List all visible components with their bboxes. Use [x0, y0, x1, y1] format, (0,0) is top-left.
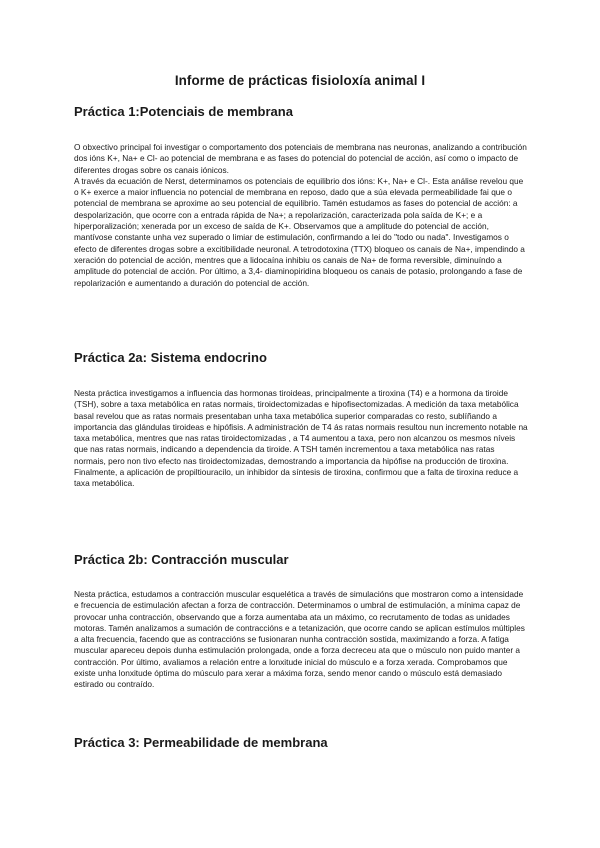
section-practica-3: [74, 735, 528, 751]
section-practica-2b: [74, 552, 528, 691]
section-heading: Práctica 2a: Sistema endocrino: [74, 350, 267, 365]
section-paragraph: [74, 142, 528, 289]
section-heading: Práctica 3: Permeabilidade de membrana: [74, 735, 328, 750]
section-practica-2a: [74, 350, 528, 490]
section-paragraph: Nesta práctica investigamos a influencia das hormonas tiroideas, principalmente a tiroxina (T4) e a hormona da tiroide (TSH), sobre a taxa metabólica en ratas normais, tiroidectomizadas e hipofisectomizadas. A medición da taxa metabólica basal revelou que as ratas normais presentaban unha taxa metabólica superior comparadas co resto, sublíñando a importancia das glándulas tiroideas e hipófisis. A administración de T4 ás ratas normais resultou nun incremento notable na taxa metabólica, mentres que nas ratas tiroidectomizadas , a T4 aumentou a taxa, pero non alcanzou os mesmos níveis que nas ratas normais, indicando a dependencia da tiroide. A TSH tamén incrementou a taxa metabólica nas ratas normais, pero non tivo efecto nas tiroidectomizadas, demostrando a importancia da hipófise na producción de tiroxina. Finalmente, a aplicación de propiltiouracilo, un inhibidor da síntesis de tiroxina, confirmou que a falta de tiroxina reduce a taxa metabólica.: [74, 388, 528, 489]
section-heading: Práctica 1:Potenciais de membrana: [74, 104, 293, 119]
paragraph-text: A través da ecuación de Nerst, determinamos os potenciais de equilibrio dos ións: K+, Na+ e Cl-. Esta análise revelou que o K+ exerce a maior influencia no potencial de membrana en reposo, dado que a súa elevada permeabilidade fai que o potencial de membrana se aproxime ao seu potencial de equilibrio. Tamén estudamos as fases do potencial de acción: a despolarización, que ocorre con a entrada rápida de Na+; a repolarización, caracterizada pola saída de K+; e a hiperporalización; xenerada por un exceso de saída de K+. Observamos que a amplitude do potencial de acción, mantívose constante unha vez superado o limiar de estimulación, confirmando a lei do "todo ou nada". Investigamos o efecto de diferentes drogas sobre a excitibilidade neuronal. A tetrodotoxina (TTX) bloqueo os canais de Na+, impendindo a xeración do potencial de acción, mentres que a lidocaína inhibiu os canais de Na+ de forma reversible, diminuíndo a amplitude do potencial de acción. Por último, a 3,4- diaminopiridina bloqueou os canais de potasio, prolongando a fase de repolarización e aumentando a duración do potencial de acción.: [74, 175, 525, 288]
paragraph-text: O obxectivo principal foi investigar o comportamento dos potenciais de membrana nas neuronas, analizando a contribución dos ións K+, Na+ e Cl- ao potencial de membrana e as fases do potencial do potencial de acción, así como o impacto de diferentes drogas sobre os canais iónicos.: [74, 142, 527, 175]
section-practica-1: [74, 104, 528, 289]
section-heading: Práctica 2b: Contracción muscular: [74, 552, 289, 567]
document-title: Informe de prácticas fisioloxía animal I: [174, 73, 426, 88]
section-paragraph: Nesta práctica, estudamos a contracción muscular esquelética a través de simulacións que mostraron como a intensidade e frecuencia de estimulación afectan a forza de contracción. Determinamos o umbral de estimulación, a mínima capaz de provocar unha contracción, observando que a forza aumentaba ata un máximo, co recrutamento de todas as unidades motoras. Tamén analizamos a sumación de contraccións e a tetanización, que ocorre cando se aplican estímulos múltiples a alta frecuencia, facendo que as contraccións se fusionaran nunha contracción sostida, maximizando a forza. A fatiga muscular apareceu depois dunha estimulación prolongada, onde a forza decreceu ata que o músculo non puido manter a contracción. Por último, avaliamos a relación entre a lonxitude inicial do músculo e a forza xerada. Comprobamos que existe unha lonxitude óptima do músculo para xerar a máxima forza, sendo menor cando o músculo está demasiado estirado ou contraído.: [74, 589, 525, 690]
